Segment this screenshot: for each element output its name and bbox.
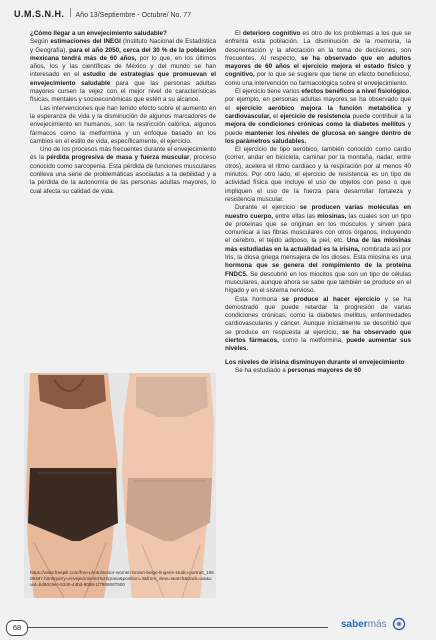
section-heading: Los niveles de irisina disminuyen durante el envejecimiento [225,358,405,366]
right-column [225,30,411,375]
photo-caption: https://www.freepik.com/free-photo/senior-women-brown-beige-lingerie-studio-portrait_15609487.htm#query=envejecimiento%20grasa&position=3&from_view=search&track=ais&uuid=bd90c9ec-5340-44bd-9068-1f7909087500 [30,570,214,587]
text: Durante el ejercicio [235,204,300,212]
bold-text: Una de las miosinas más estudiadas en la actualidad es la irisina, [225,237,411,253]
bold-text: ejercicio de resistencia [280,112,351,120]
paragraph [225,30,411,88]
text: como la metformina, [278,336,347,344]
paragraph: Las intervenciones que han tenido efecto sobre el aumento en la esperanza de vida y la disminución de algunos marcadores de envejecimiento en humanos, son: la restricción calórica, algunos fármacos como la metformina y un enfoque basado en los cambios en el estilo de vida, específicamente, el ejercicio. [30,104,216,145]
text: es otro de los problemas a los que se enfrenta esta población. La disminución de la memoria, la desorientación y la afectación en la toma de decisiones, son frecuentes. Al respecto, [225,30,411,62]
bold-text: se producen varias moléculas en nuestro cuerpo, [225,204,411,220]
bold-text: puede aumentar sus niveles. [225,336,411,353]
header-issue: Año 13/Septiembre - Octubre/ No. 77 [75,12,192,19]
header-brand: U.M.S.N.H. [14,9,65,19]
sabermas-logo [341,619,387,630]
text: Se descubrió en los miocitos que son un tipo de células musculares, aunque ahora se sabe que también se produce en el hígado y en el sistema nervioso. [225,270,411,295]
text: entre ellas las [273,212,318,220]
text: por lo que se sugiere que tiene un efecto beneficioso, como una intervención no farmacológica sobre el envejecimiento. [225,71,411,87]
bold-text: se ha observado que en adultos mayores de 60 años el ejercicio mejora el estado físico y cognitivo, [225,54,411,79]
page-header [14,8,422,20]
bold-text: ejercicio aeróbico mejora la función metabólica y cardiovascular, [225,104,411,120]
text: y se ha demostrado que puede retardar la progresión de varias condiciones crónicas, como la diabetes mellitus, enfermedades cardiovasculares y cáncer. Aunque inicialmente se describió que se produce en respuesta al ejercicio, [225,295,412,336]
bold-text: pérdida progresiva de masa y fuerza muscular [46,154,190,162]
paragraph [30,146,216,196]
paragraph [30,30,216,105]
bold-text: se ha observado que ciertos fármacos, [225,328,412,344]
text: , por ejemplo, en personas adultas mayores se ha observado que el [225,88,411,112]
logo-text: saber [341,619,368,630]
bold-text: estimaciones del INEGI [50,38,121,46]
text: para que las personas adultas mayores cursen la vejez con el mejor nivel de características físicas, mentales y socioeconómicas que estén a su alcance. [30,79,216,104]
paragraph: El ejercicio de tipo aeróbico, también conocido como cardio (correr, andar en bicicleta, caminar por la montaña, nadar, entre otros), acelera el ritmo cardiaco y la respiración por al menos 40 minutos. Por otro lado, el ejercicio de resistencia es un tipo de actividad física que incluye el uso de objetos con peso o que impliquen el uso de la fuerza para desarrollar fortaleza y resistencia muscular. [225,146,411,203]
text: por lo que, en los últimos años, los y las científicas de México y del mundo se han interesado en el [30,54,216,79]
text: Según [30,38,51,46]
text: Uno de los procesos más frecuentes durante el envejecimiento es la [30,146,216,162]
logo-text-accent: más [367,619,387,630]
bold-text: estudio de estrategias que promuevan el envejecimiento saludable [30,71,216,87]
senior-women-photo [24,373,216,598]
page-number: 68 [6,620,28,636]
subheading [225,359,411,367]
bold-text: mejora de condiciones crónicas como la diabetes mellitus [225,121,406,129]
footer-divider [28,627,328,628]
text: nombrada así por Iris, la diosa griega mensajera de los dioses. Esta miosina es una [225,245,411,262]
text: , proceso conocido como sarcopenia. Esta pérdida de funciones musculares conlleva una serie de problemáticas asociadas a la debilidad y a la pérdida de la autonomía de las personas adultas mayores, lo cual afecta su calidad de vida. [30,154,216,195]
text: puede contribuir a la [350,112,412,120]
bold-text: para el año 2050, cerca del 30 % de la población mexicana tendrá más de 60 años, [30,46,216,62]
bold-text: deterioro cognitivo [242,30,301,37]
bold-text: hormona que se genera del rompimiento de la proteína FNDC5. [225,262,411,278]
left-column [30,30,216,196]
bold-text: personas mayores de 60 [287,366,362,374]
paragraph [225,367,411,375]
text: (Instituto Nacional de Estadística y Geografía), [30,38,216,54]
bold-text: miosinas, [317,212,347,220]
paragraph [225,88,411,146]
paragraph [225,296,411,354]
text: Se ha estudiado a [235,366,288,374]
text: y puede [225,121,411,137]
bold-text: se produce al hacer ejercicio [281,295,381,303]
text: Esta hormona [235,295,282,303]
text: el [270,112,281,120]
text: El ejercicio tiene varios [235,88,302,96]
page-footer [0,612,436,640]
text: las cuales son un tipo de proteínas que se originan en los músculos y sirven para comunicar a las fibras musculares con otros órganos, incluyendo el cerebro, el tejido adiposo, la piel, etc. [225,212,411,245]
text: El [235,30,243,37]
bold-text: mantener los niveles de glucosa en sangre dentro de los parámetros saludables. [225,129,411,145]
section-heading: ¿Cómo llegar a un envejecimiento saludable? [30,30,167,37]
header-separator [70,8,71,17]
article-photo [24,373,216,598]
paragraph [225,204,411,295]
bold-text: efectos benéficos a nivel fisiológico [301,88,410,96]
logo-icon [392,617,406,631]
